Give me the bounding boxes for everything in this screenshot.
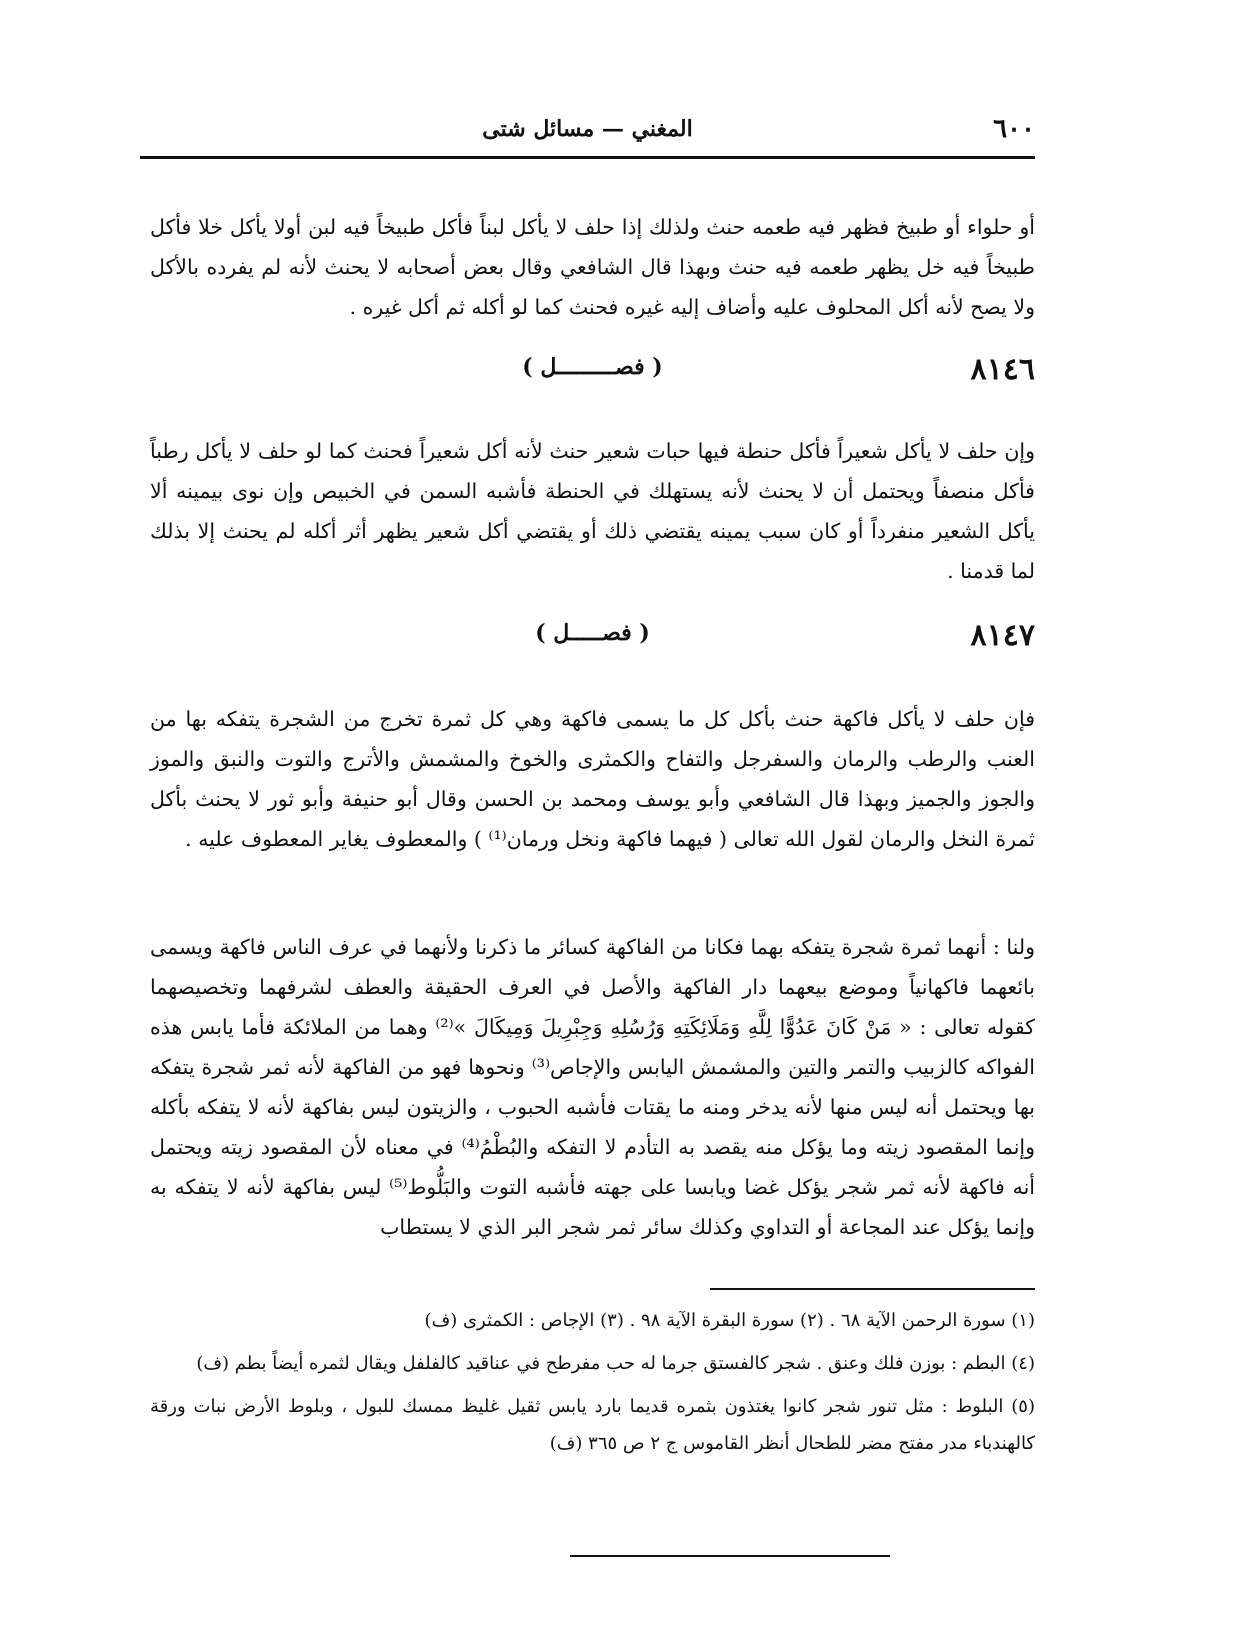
paragraph-4: ولنا : أنهما ثمرة شجرة يتفكه بهما فكانا من الفاكهة كسائر ما ذكرنا ولأنهما في عرف الناس فاكهة ويسمى بائعهما فاكهانياً وموضع بيعهما دار الفاكهة والأصل في العرف الحقيقة والعطف لشرفهما وتخصيصهما كقوله تعالى : « مَنْ كَانَ عَدُوًّا لِلَّهِ وَمَلَائِكَتِهِ وَرُسُلِهِ وَجِبْرِيلَ وَمِيكَالَ »⁽²⁾ وهما من الملائكة فأما يابس هذه الفواكه كالزبيب والتمر والتين والمشمش اليابس والإجاص⁽³⁾ ونحوها فهو من الفاكهة لأنه ثمر شجرة يتفكه بها ويحتمل أنه ليس منها لأنه يدخر ومنه ما يقتات فأشبه الحبوب ، والزيتون ليس بفاكهة لأنه لا يتفكه بأكله وإنما المقصود زيته وما يؤكل منه يقصد به التأدم لا التفكه والبُطْمُ⁽⁴⁾ في معناه لأن المقصود زيته ويحتمل أنه فاكهة لأنه ثمر شجر يؤكل غضا ويابسا على جهته فأشبه التوت والبَلُّوط⁽⁵⁾ ليس بفاكهة لأنه لا يتفكه به وإنما يؤكل عند المجاعة أو التداوي وكذلك سائر ثمر شجر البر الذي لا يستطاب xyxy=(150,934,1036,1239)
paragraph-2: وإن حلف لا يأكل شعيراً فأكل حنطة فيها حبات شعير حنث لأنه أكل شعيراً فحنث كما لو حلف لا يأكل رطباً فأكل منصفاً ويحتمل أن لا يحنث لأنه يستهلك في الحنطة فأشبه السمن في الخبيص وإن نوى بيمينه ألا يأكل الشعير منفرداً أو كان سبب يمينه يقتضي ذلك أو يقتضي أكل شعير يظهر أثر أكله لم يحنث إلا بذلك لما قدمنا . xyxy=(150,438,1035,583)
footnote-5: (٥) البلوط : مثل تنور شجر كانوا يغتذون بثمره قديما بارد يابس ثقيل غليظ ممسك للبول ، وبلوط الأرض نبات ورقة كالهندباء مدر مفتح مضر للطحال أنظر القاموس ج ٢ ص ٣٦٥ (ف) xyxy=(150,1396,1035,1454)
header-rule xyxy=(140,156,1035,159)
section-label: ( فصـــــل ) xyxy=(535,620,650,646)
section-label: ( فصـــــــــل ) xyxy=(522,354,663,380)
footnote-separator xyxy=(710,1288,1035,1290)
section-heading-8147 xyxy=(150,618,1035,662)
page-number: ٦٠٠ xyxy=(993,114,1035,144)
section-heading-8146 xyxy=(150,352,1035,396)
paragraph-1: أو حلواء أو طبيخ فظهر فيه طعمه حنث ولذلك إذا حلف لا يأكل لبناً فأكل طبيخاً فيه لبن أولا يأكل خلا فأكل طبيخاً فيه خل يظهر طعمه فيه حنث وبهذا قال الشافعي وقال بعض أصحابه لا يحنث لأنه لم يفرده بالأكل ولا يصح لأنه أكل المحلوف عليه وأضاف إليه غيره فحنث كما لو أكله ثم أكل غيره . xyxy=(150,214,1035,319)
paragraph-3: فإن حلف لا يأكل فاكهة حنث بأكل كل ما يسمى فاكهة وهي كل ثمرة تخرج من الشجرة يتفكه بها من العنب والرطب والرمان والسفرجل والتفاح والكمثرى والخوخ والمشمش والأترج والتوت والنبق والموز والجوز والجميز وبهذا قال الشافعي وأبو يوسف ومحمد بن الحسن وقال أبو حنيفة وأبو ثور لا يحنث بأكل ثمرة النخل والرمان لقول الله تعالى ( فيهما فاكهة ونخل ورمان⁽¹⁾ ) والمعطوف يغاير المعطوف عليه . xyxy=(150,706,1035,851)
footnotes xyxy=(150,1302,1035,1468)
section-number: ٨١٤٧ xyxy=(970,618,1035,653)
page-header xyxy=(140,108,1035,148)
bottom-rule xyxy=(570,1555,890,1557)
running-title: المغني — مسائل شتى xyxy=(482,116,693,142)
footnote-4: (٤) البطم : بوزن فلك وعنق . شجر كالفستق جرما له حب مفرطح في عناقيد كالفلفل ويقال لثمره أيضاً بطم (ف) xyxy=(196,1353,1035,1374)
section-number: ٨١٤٦ xyxy=(970,352,1035,387)
footnote-1-3: (١) سورة الرحمن الآية ٦٨ . (٢) سورة البقرة الآية ٩٨ . (٣) الإجاص : الكمثرى (ف) xyxy=(424,1310,1035,1331)
